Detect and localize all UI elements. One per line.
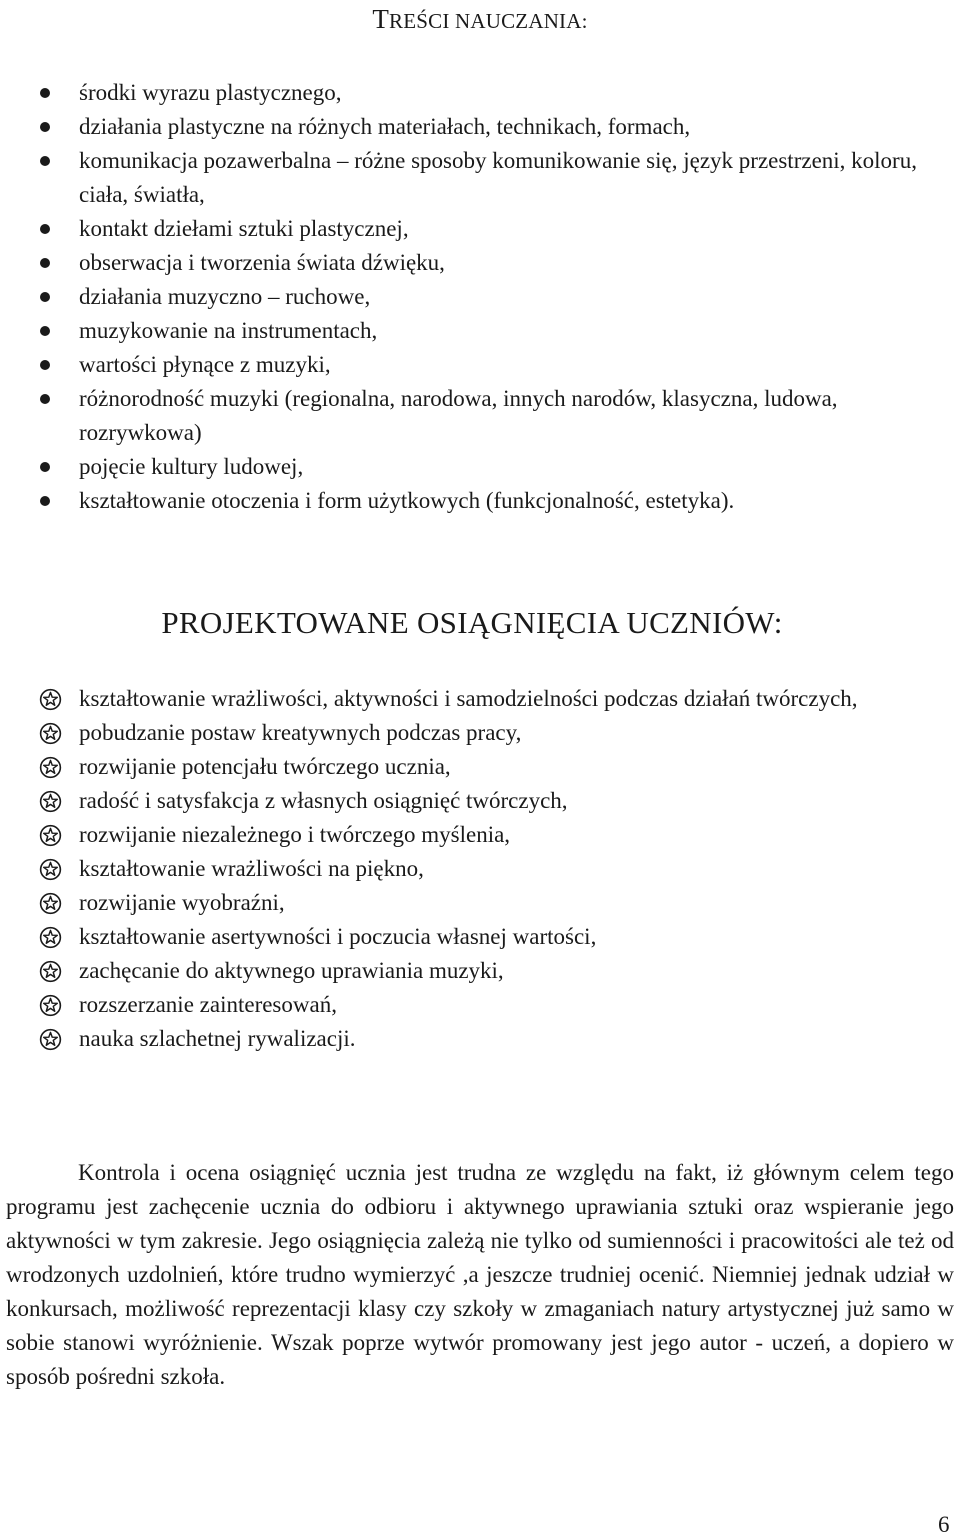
star-in-circle-icon [39, 858, 62, 881]
section-title-tresci-nauczania [0, 2, 960, 38]
list-item: rozszerzanie zainteresowań, [0, 988, 960, 1022]
title-initial: T [372, 4, 390, 34]
list-item: kształtowanie asertywności i poczucia własnej wartości, [0, 920, 960, 954]
list-item: radość i satysfakcja z własnych osiągnięć twórczych, [0, 784, 960, 818]
list-item: wartości płynące z muzyki, [0, 348, 960, 382]
list-item: kształtowanie wrażliwości na piękno, [0, 852, 960, 886]
star-in-circle-icon [39, 994, 62, 1017]
list-item: nauka szlachetnej rywalizacji. [0, 1022, 960, 1056]
star-in-circle-icon [39, 688, 62, 711]
section-title-projektowane-osiagniecia: PROJEKTOWANE OSIĄGNIĘCIA UCZNIÓW: [161, 605, 783, 640]
list-item: rozwijanie wyobraźni, [0, 886, 960, 920]
list-item: różnorodność muzyki (regionalna, narodowa, innych narodów, klasyczna, ludowa, rozrywkowa) [0, 382, 960, 450]
list-item: muzykowanie na instrumentach, [0, 314, 960, 348]
bullet-dot-icon [40, 326, 50, 336]
bullet-dot-icon [40, 258, 50, 268]
bullet-dot-icon [40, 88, 50, 98]
list-item: pojęcie kultury ludowej, [0, 450, 960, 484]
bullet-dot-icon [40, 224, 50, 234]
list-item: działania plastyczne na różnych materiałach, technikach, formach, [0, 110, 960, 144]
bullet-dot-icon [40, 122, 50, 132]
star-in-circle-icon [39, 1028, 62, 1051]
list-item: kontakt dziełami sztuki plastycznej, [0, 212, 960, 246]
bullet-dot-icon [40, 394, 50, 404]
star-in-circle-icon [39, 926, 62, 949]
bullet-dot-icon [40, 156, 50, 166]
star-in-circle-icon [39, 756, 62, 779]
bullet-dot-icon [40, 462, 50, 472]
list-item: komunikacja pozawerbalna – różne sposoby komunikowanie się, język przestrzeni, koloru, ciała, światła, [0, 144, 960, 212]
bullet-dot-icon [40, 496, 50, 506]
star-in-circle-icon [39, 790, 62, 813]
assessment-paragraph: Kontrola i ocena osiągnięć ucznia jest trudna ze względu na fakt, iż głównym celem tego programu jest zachęcenie ucznia do odbioru i aktywnego uprawiania sztuki oraz wspieranie jego aktywności w tym zakresie. Jego osiągnięcia zależą nie tylko od sumienności i pracowitości ale też od wrodzonych uzdolnień, które trudno wymierzyć ,a jeszcze trudniej ocenić. Niemniej jednak udział w konkursach, możliwość reprezentacji klasy czy szkoły w zmaganiach natury artystycznej już samo w sobie stanowi wyróżnienie. Wszak poprze wytwór promowany jest jego autor - uczeń, a dopiero w sposób pośredni szkoła. [6, 1160, 954, 1389]
title-small-caps: REŚCI NAUCZANIA: [389, 9, 588, 33]
star-in-circle-icon [39, 960, 62, 983]
list-item: zachęcanie do aktywnego uprawiania muzyki, [0, 954, 960, 988]
bullet-dot-icon [40, 292, 50, 302]
list-item: kształtowanie wrażliwości, aktywności i samodzielności podczas działań twórczych, [0, 682, 960, 716]
student-achievements-list [0, 682, 960, 1056]
star-in-circle-icon [39, 824, 62, 847]
list-item: kształtowanie otoczenia i form użytkowych (funkcjonalność, estetyka). [0, 484, 960, 518]
bullet-dot-icon [40, 360, 50, 370]
list-item: środki wyrazu plastycznego, [0, 76, 960, 110]
list-item: obserwacja i tworzenia świata dźwięku, [0, 246, 960, 280]
list-item: pobudzanie postaw kreatywnych podczas pracy, [0, 716, 960, 750]
list-item: działania muzyczno – ruchowe, [0, 280, 960, 314]
teaching-content-list [0, 76, 960, 518]
star-in-circle-icon [39, 892, 62, 915]
page-number: 6 [938, 1512, 950, 1537]
list-item: rozwijanie potencjału twórczego ucznia, [0, 750, 960, 784]
list-item: rozwijanie niezależnego i twórczego myślenia, [0, 818, 960, 852]
star-in-circle-icon [39, 722, 62, 745]
